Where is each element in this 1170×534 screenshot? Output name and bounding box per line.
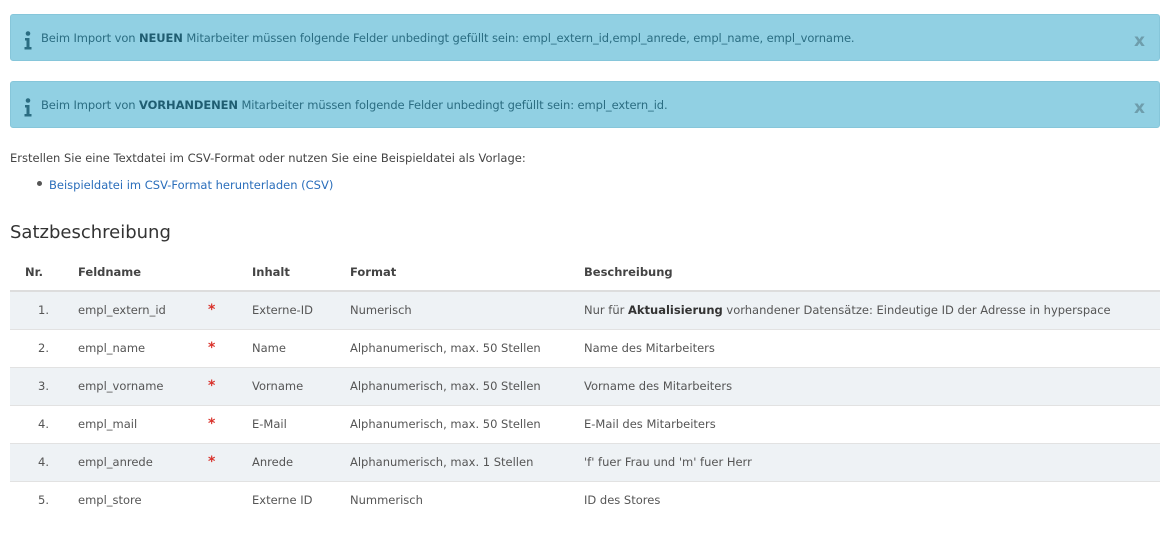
row-description: 'f' fuer Frau und 'm' fuer Herr bbox=[584, 443, 1160, 481]
table-row bbox=[10, 405, 1160, 443]
required-marker bbox=[208, 481, 252, 519]
row-format: Alphanumerisch, max. 50 Stellen bbox=[350, 367, 584, 405]
required-marker: * bbox=[208, 405, 252, 443]
table-header-row bbox=[10, 253, 1160, 291]
info-icon bbox=[24, 98, 32, 117]
row-inhalt: Anrede bbox=[252, 443, 350, 481]
header-inhalt: Inhalt bbox=[252, 253, 350, 291]
row-format: Alphanumerisch, max. 50 Stellen bbox=[350, 329, 584, 367]
row-nr: 1. bbox=[10, 291, 78, 329]
download-csv-link[interactable]: Beispieldatei im CSV-Format herunterladen (CSV) bbox=[49, 178, 334, 192]
row-inhalt: E-Mail bbox=[252, 405, 350, 443]
row-description: Nur für Aktualisierung vorhandener Datensätze: Eindeutige ID der Adresse in hyperspace bbox=[584, 291, 1160, 329]
header-format: Format bbox=[350, 253, 584, 291]
table-row bbox=[10, 367, 1160, 405]
required-marker: * bbox=[208, 367, 252, 405]
alert-message: Beim Import von NEUEN Mitarbeiter müssen folgende Felder unbedingt gefüllt sein: empl_extern_id,empl_anrede, empl_name, empl_vorname. bbox=[41, 31, 855, 45]
table-row bbox=[10, 481, 1160, 519]
info-icon bbox=[24, 31, 32, 50]
row-field: empl_mail bbox=[78, 405, 208, 443]
required-marker: * bbox=[208, 291, 252, 329]
intro-text: Erstellen Sie eine Textdatei im CSV-Format oder nutzen Sie eine Beispieldatei als Vorlage: bbox=[10, 151, 526, 165]
field-spec-table bbox=[10, 253, 1160, 519]
row-field: empl_anrede bbox=[78, 443, 208, 481]
close-icon[interactable]: x bbox=[1134, 98, 1145, 118]
alert-new-employees bbox=[10, 14, 1160, 61]
row-nr: 5. bbox=[38, 493, 49, 508]
row-nr: 2. bbox=[10, 329, 78, 367]
row-inhalt: Externe ID bbox=[252, 493, 313, 508]
row-nr: 4. bbox=[10, 443, 78, 481]
alert-existing-employees bbox=[10, 81, 1160, 128]
row-nr: 4. bbox=[10, 405, 78, 443]
row-format: Alphanumerisch, max. 50 Stellen bbox=[350, 405, 584, 443]
row-field: empl_extern_id bbox=[78, 291, 208, 329]
download-list-item bbox=[37, 178, 333, 192]
row-format: Numerisch bbox=[350, 291, 584, 329]
required-marker: * bbox=[208, 329, 252, 367]
row-field: empl_store bbox=[78, 493, 142, 508]
row-description: E-Mail des Mitarbeiters bbox=[584, 405, 1160, 443]
row-inhalt: Name bbox=[252, 329, 350, 367]
header-nr: Nr. bbox=[10, 253, 78, 291]
row-field: empl_vorname bbox=[78, 367, 208, 405]
row-description: Name des Mitarbeiters bbox=[584, 329, 1160, 367]
alert-message: Beim Import von VORHANDENEN Mitarbeiter müssen folgende Felder unbedingt gefüllt sein: empl_extern_id. bbox=[41, 98, 668, 112]
row-field: empl_name bbox=[78, 329, 208, 367]
header-beschreibung: Beschreibung bbox=[584, 253, 1160, 291]
row-description: ID des Stores bbox=[584, 493, 661, 508]
header-required bbox=[208, 253, 252, 291]
bullet-icon bbox=[37, 181, 42, 186]
close-icon[interactable]: x bbox=[1134, 31, 1145, 51]
row-inhalt: Vorname bbox=[252, 367, 350, 405]
row-description: Vorname des Mitarbeiters bbox=[584, 367, 1160, 405]
table-row bbox=[10, 443, 1160, 481]
section-title: Satzbeschreibung bbox=[10, 222, 171, 243]
row-inhalt: Externe-ID bbox=[252, 291, 350, 329]
table-row bbox=[10, 291, 1160, 329]
row-format: Alphanumerisch, max. 1 Stellen bbox=[350, 443, 584, 481]
table-row bbox=[10, 329, 1160, 367]
row-format: Nummerisch bbox=[350, 493, 423, 508]
row-nr: 3. bbox=[10, 367, 78, 405]
header-feldname: Feldname bbox=[78, 253, 208, 291]
required-marker: * bbox=[208, 443, 252, 481]
